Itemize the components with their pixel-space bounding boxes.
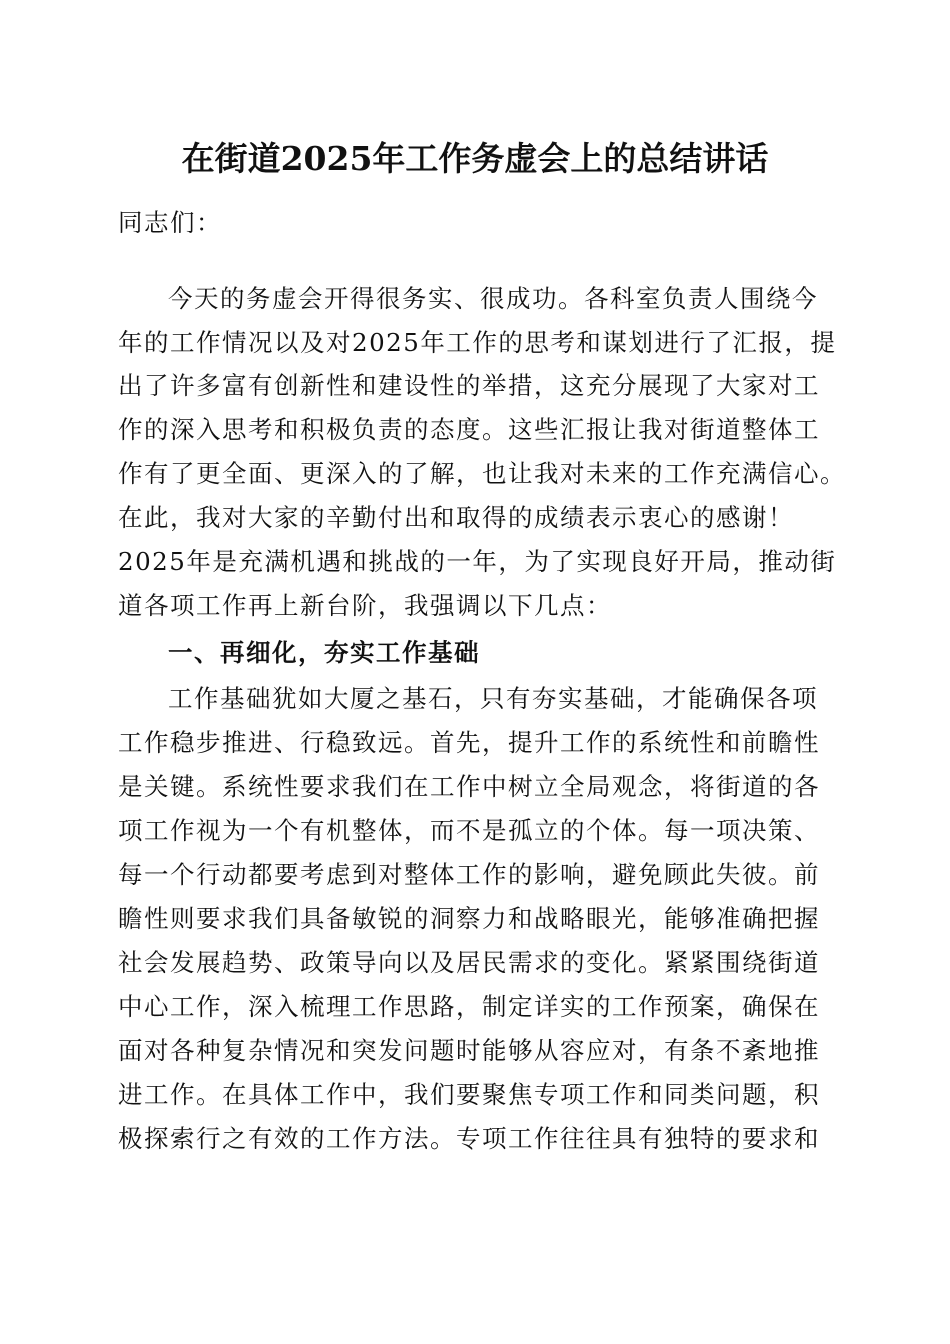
paragraph-line: 2025年是充满机遇和挑战的一年，为了实现良好开局，推动街 xyxy=(118,547,837,576)
document-title: 在街道2025年工作务虚会上的总结讲话 xyxy=(181,139,769,178)
paragraph-line: 年的工作情况以及对2025年工作的思考和谋划进行了汇报，提 xyxy=(118,328,837,357)
paragraph-line: 社会发展趋势、政策导向以及居民需求的变化。紧紧围绕街道 xyxy=(118,948,820,977)
paragraph-line: 中心工作，深入梳理工作思路，制定详实的工作预案，确保在 xyxy=(118,992,820,1021)
paragraph-line: 作的深入思考和积极负责的态度。这些汇报让我对街道整体工 xyxy=(118,415,820,444)
paragraph-line: 是关键。系统性要求我们在工作中树立全局观念，将街道的各 xyxy=(118,772,820,801)
paragraph-line: 进工作。在具体工作中，我们要聚焦专项工作和同类问题，积 xyxy=(118,1080,820,1109)
paragraph-line: 每一个行动都要考虑到对整体工作的影响，避免顾此失彼。前 xyxy=(118,860,820,889)
paragraph-line: 瞻性则要求我们具备敏锐的洞察力和战略眼光，能够准确把握 xyxy=(118,904,820,933)
paragraph-line: 今天的务虚会开得很务实、很成功。各科室负责人围绕今 xyxy=(168,284,818,313)
paragraph-line: 工作稳步推进、行稳致远。首先，提升工作的系统性和前瞻性 xyxy=(118,728,820,757)
paragraph-line: 出了许多富有创新性和建设性的举措，这充分展现了大家对工 xyxy=(118,371,820,400)
paragraph-line: 道各项工作再上新台阶，我强调以下几点： xyxy=(118,591,612,620)
paragraph-line: 项工作视为一个有机整体，而不是孤立的个体。每一项决策、 xyxy=(118,816,820,845)
paragraph-line: 面对各种复杂情况和突发问题时能够从容应对，有条不紊地推 xyxy=(118,1036,820,1065)
salutation: 同志们： xyxy=(118,208,222,237)
document-body xyxy=(118,203,846,1203)
paragraph-line: 作有了更全面、更深入的了解，也让我对未来的工作充满信心。 xyxy=(118,459,846,488)
paragraph-line: 工作基础犹如大厦之基石，只有夯实基础，才能确保各项 xyxy=(168,684,818,713)
section-heading: 一、再细化，夯实工作基础 xyxy=(168,638,480,667)
paragraph-line: 在此，我对大家的辛勤付出和取得的成绩表示衷心的感谢！ xyxy=(118,503,794,532)
paragraph-line: 极探索行之有效的工作方法。专项工作往往具有独特的要求和 xyxy=(118,1124,820,1153)
